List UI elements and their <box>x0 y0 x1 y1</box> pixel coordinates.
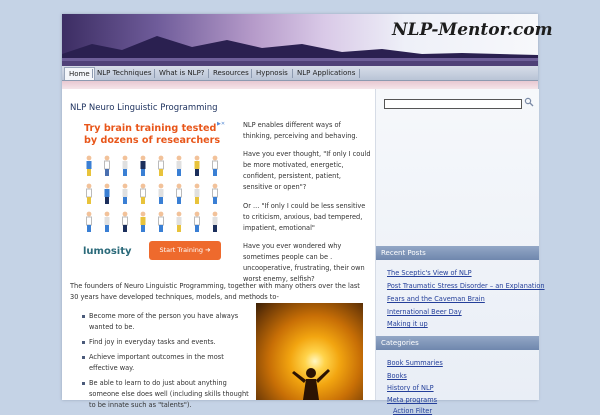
site-title[interactable]: NLP-Mentor.com <box>392 20 553 40</box>
list-item: Be able to learn to do just about anything someone else does well (including skills thought to be innate such as "talents"). <box>82 378 252 411</box>
nav-resources[interactable]: Resources <box>213 69 249 77</box>
ad-brand-logo: lumosity <box>83 246 132 257</box>
paragraph-less-sensitive: Or ... "If only I could be less sensitive to criticism, anxious, bad tempered, impatient, emotional" <box>243 202 366 232</box>
categories-heading: Categories <box>376 336 539 350</box>
nav-home[interactable]: Home <box>64 67 95 80</box>
ad-choices-icon[interactable]: ▶✕ <box>217 121 226 127</box>
start-training-button[interactable]: Start Training ➔ <box>149 241 221 260</box>
search-input[interactable] <box>384 99 522 109</box>
post-title[interactable]: NLP Neuro Linguistic Programming <box>70 103 218 113</box>
category-link[interactable]: Books <box>387 372 407 380</box>
benefits-list <box>82 311 252 415</box>
advertisement[interactable] <box>77 120 229 270</box>
nav-nlp-techniques[interactable]: NLP Techniques <box>97 69 152 77</box>
recent-post-link[interactable]: Post Traumatic Stress Disorder – an Explanation <box>387 282 545 290</box>
category-link[interactable]: Book Summaries <box>387 359 443 367</box>
site-header <box>62 14 553 66</box>
recent-post-link[interactable]: International Beer Day <box>387 308 462 316</box>
recent-post-link[interactable]: Fears and the Caveman Brain <box>387 295 485 303</box>
paragraph-wondered-text: Have you ever wondered why sometimes people can be . uncooperative, frustrating, their own worst enemy, selfish? <box>243 242 365 283</box>
paragraph-founders: The founders of Neuro Linguistic Programming, together with many others over the last 30 years have developed techniques, models, and methods to- <box>70 282 360 301</box>
search-icon[interactable] <box>524 97 534 107</box>
nav-hypnosis[interactable]: Hypnosis <box>256 69 288 77</box>
header-stripe <box>62 81 538 89</box>
category-link[interactable]: Meta programs <box>387 396 438 404</box>
paragraph-wondered <box>243 241 371 285</box>
ad-headline-line1: Try brain training tested <box>84 123 217 134</box>
main-navigation <box>62 66 538 81</box>
sidebar <box>375 89 545 415</box>
ad-figures-illustration <box>80 153 232 243</box>
list-item: Achieve important outcomes in the most effective way. <box>82 352 252 374</box>
category-link[interactable]: History of NLP <box>387 384 434 392</box>
ad-headline <box>84 123 220 147</box>
recent-posts-heading: Recent Posts <box>376 246 539 260</box>
ad-headline-line2: by dozens of researchers <box>84 135 221 146</box>
nav-nlp-applications[interactable]: NLP Applications <box>297 69 356 77</box>
recent-post-link[interactable]: Making it up <box>387 320 428 328</box>
list-item: Become more of the person you have always wanted to be. <box>82 311 252 333</box>
paragraph-motivated: Have you ever thought, "If only I could be more motivated, energetic, confident, persistent, patient, sensitive or open"? <box>243 150 371 191</box>
page-container <box>62 14 553 415</box>
list-item: Find joy in everyday tasks and events. <box>82 337 252 348</box>
nav-divider <box>359 69 360 78</box>
person-silhouette <box>256 303 363 400</box>
recent-post-link[interactable]: The Sceptic's View of NLP <box>387 269 472 277</box>
sunset-photo <box>256 303 363 400</box>
category-link[interactable]: Action Filter <box>393 407 433 415</box>
paragraph-intro: NLP enables different ways of thinking, perceiving and behaving. <box>243 121 358 140</box>
nav-what-is-nlp[interactable]: What is NLP? <box>159 69 205 77</box>
